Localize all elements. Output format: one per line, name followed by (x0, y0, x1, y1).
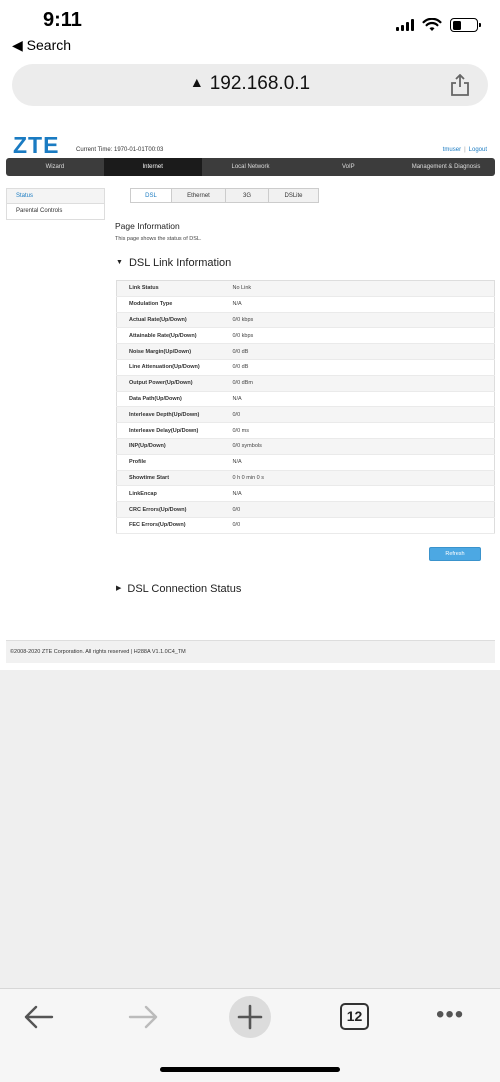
row-label: Output Power(Up/Down) (117, 375, 233, 391)
sidebar-item-parental-controls[interactable]: Parental Controls (6, 204, 105, 220)
row-label: INP(Up/Down) (117, 438, 233, 454)
router-web-page (0, 118, 500, 670)
row-value: 0/0 (233, 517, 495, 533)
share-icon[interactable] (450, 74, 470, 96)
table-row (117, 502, 495, 518)
page-info-title: Page Information (115, 221, 180, 231)
table-row (117, 391, 495, 407)
status-bar (0, 0, 500, 56)
row-value: 0/0 dB (233, 344, 495, 360)
browser-address-area (0, 56, 500, 118)
row-label: Attainable Rate(Up/Down) (117, 328, 233, 344)
page-footer: ©2008-2020 ZTE Corporation. All rights reserved | H288A V1.1.0C4_TM (6, 640, 495, 663)
row-label: Interleave Depth(Up/Down) (117, 407, 233, 423)
row-label: Interleave Delay(Up/Down) (117, 423, 233, 439)
row-value: N/A (233, 296, 495, 312)
nav-wizard[interactable]: Wizard (45, 164, 65, 170)
row-value: 0/0 kbps (233, 328, 495, 344)
table-row (117, 407, 495, 423)
row-value: 0 h 0 min 0 s (233, 470, 495, 486)
sidebar (6, 188, 105, 220)
nav-management-diagnosis[interactable]: Management & Diagnosis (411, 164, 481, 170)
triangle-right-icon: ▶ (116, 585, 122, 592)
row-label: CRC Errors(Up/Down) (117, 502, 233, 518)
table-row (117, 328, 495, 344)
user-links: tmuser | Logout (442, 147, 487, 153)
row-value: 0/0 ms (233, 423, 495, 439)
row-label: Modulation Type (117, 296, 233, 312)
row-value: N/A (233, 391, 495, 407)
table-row (117, 312, 495, 328)
row-label: Data Path(Up/Down) (117, 391, 233, 407)
clock-time: 9:11 (43, 9, 82, 31)
status-tabs (130, 188, 319, 203)
more-options-icon[interactable]: ••• (436, 1001, 465, 1028)
url-text: 192.168.0.1 (209, 73, 311, 94)
new-tab-plus-icon[interactable] (228, 995, 272, 1039)
nav-voip[interactable]: VoIP (341, 164, 355, 170)
dsl-link-info-table (116, 280, 495, 534)
zte-logo: ZTE (13, 132, 60, 158)
row-label: Line Attenuation(Up/Down) (117, 359, 233, 375)
tab-dslite[interactable]: DSLite (269, 188, 319, 203)
sidebar-item-status[interactable]: Status (6, 188, 105, 204)
table-row (117, 359, 495, 375)
table-row (117, 281, 495, 297)
row-label: Actual Rate(Up/Down) (117, 312, 233, 328)
back-arrow-icon[interactable] (22, 998, 56, 1036)
table-row (117, 296, 495, 312)
nav-internet[interactable]: Internet (104, 158, 202, 176)
dsl-link-info-toggle[interactable] (116, 257, 231, 269)
row-value: 0/0 dB (233, 359, 495, 375)
triangle-down-icon: ▼ (116, 259, 123, 266)
address-bar[interactable] (12, 64, 488, 106)
warning-triangle-icon: ▲ (189, 74, 204, 90)
dsl-connection-status-heading: DSL Connection Status (127, 583, 242, 595)
refresh-button[interactable]: Refresh (429, 547, 481, 561)
back-to-search-link[interactable]: ◀ Search (12, 37, 72, 53)
forward-arrow-icon[interactable] (126, 998, 160, 1036)
tab-count-button[interactable]: 12 (340, 1003, 369, 1030)
row-value: 0/0 kbps (233, 312, 495, 328)
row-label: Link Status (117, 281, 233, 297)
tab-dsl[interactable]: DSL (130, 188, 172, 203)
table-row (117, 470, 495, 486)
row-label: Profile (117, 454, 233, 470)
cellular-signal-icon (396, 19, 414, 31)
status-icons (396, 18, 478, 32)
username-link[interactable]: tmuser (442, 147, 462, 153)
browser-toolbar (0, 988, 500, 1082)
dsl-connection-status-toggle[interactable] (116, 583, 241, 595)
table-row (117, 486, 495, 502)
row-value: 0/0 (233, 407, 495, 423)
row-label: FEC Errors(Up/Down) (117, 517, 233, 533)
table-row (117, 375, 495, 391)
tab-3g[interactable]: 3G (226, 188, 269, 203)
row-value: N/A (233, 454, 495, 470)
row-value: No Link (233, 281, 495, 297)
nav-local-network[interactable]: Local Network (231, 164, 270, 170)
dsl-link-info-heading: DSL Link Information (128, 257, 232, 269)
row-value: 0/0 (233, 502, 495, 518)
row-value: 0/0 symbols (233, 438, 495, 454)
row-value: 0/0 dBm (233, 375, 495, 391)
current-time-label: Current Time: 1970-01-01T00:03 (76, 147, 164, 153)
tab-ethernet[interactable]: Ethernet (172, 188, 226, 203)
wifi-icon (422, 18, 442, 32)
row-label: Noise Margin(Up/Down) (117, 344, 233, 360)
table-row (117, 438, 495, 454)
home-indicator (160, 1067, 340, 1072)
table-row (117, 423, 495, 439)
table-row (117, 344, 495, 360)
logout-link[interactable]: Logout (468, 147, 487, 153)
url-display[interactable] (12, 73, 488, 95)
battery-icon (450, 18, 478, 32)
table-row (117, 517, 495, 533)
page-info-description: This page shows the status of DSL. (115, 236, 202, 242)
table-row (117, 454, 495, 470)
row-label: LinkEncap (117, 486, 233, 502)
top-navigation (6, 158, 495, 176)
row-value: N/A (233, 486, 495, 502)
row-label: Showtime Start (117, 470, 233, 486)
